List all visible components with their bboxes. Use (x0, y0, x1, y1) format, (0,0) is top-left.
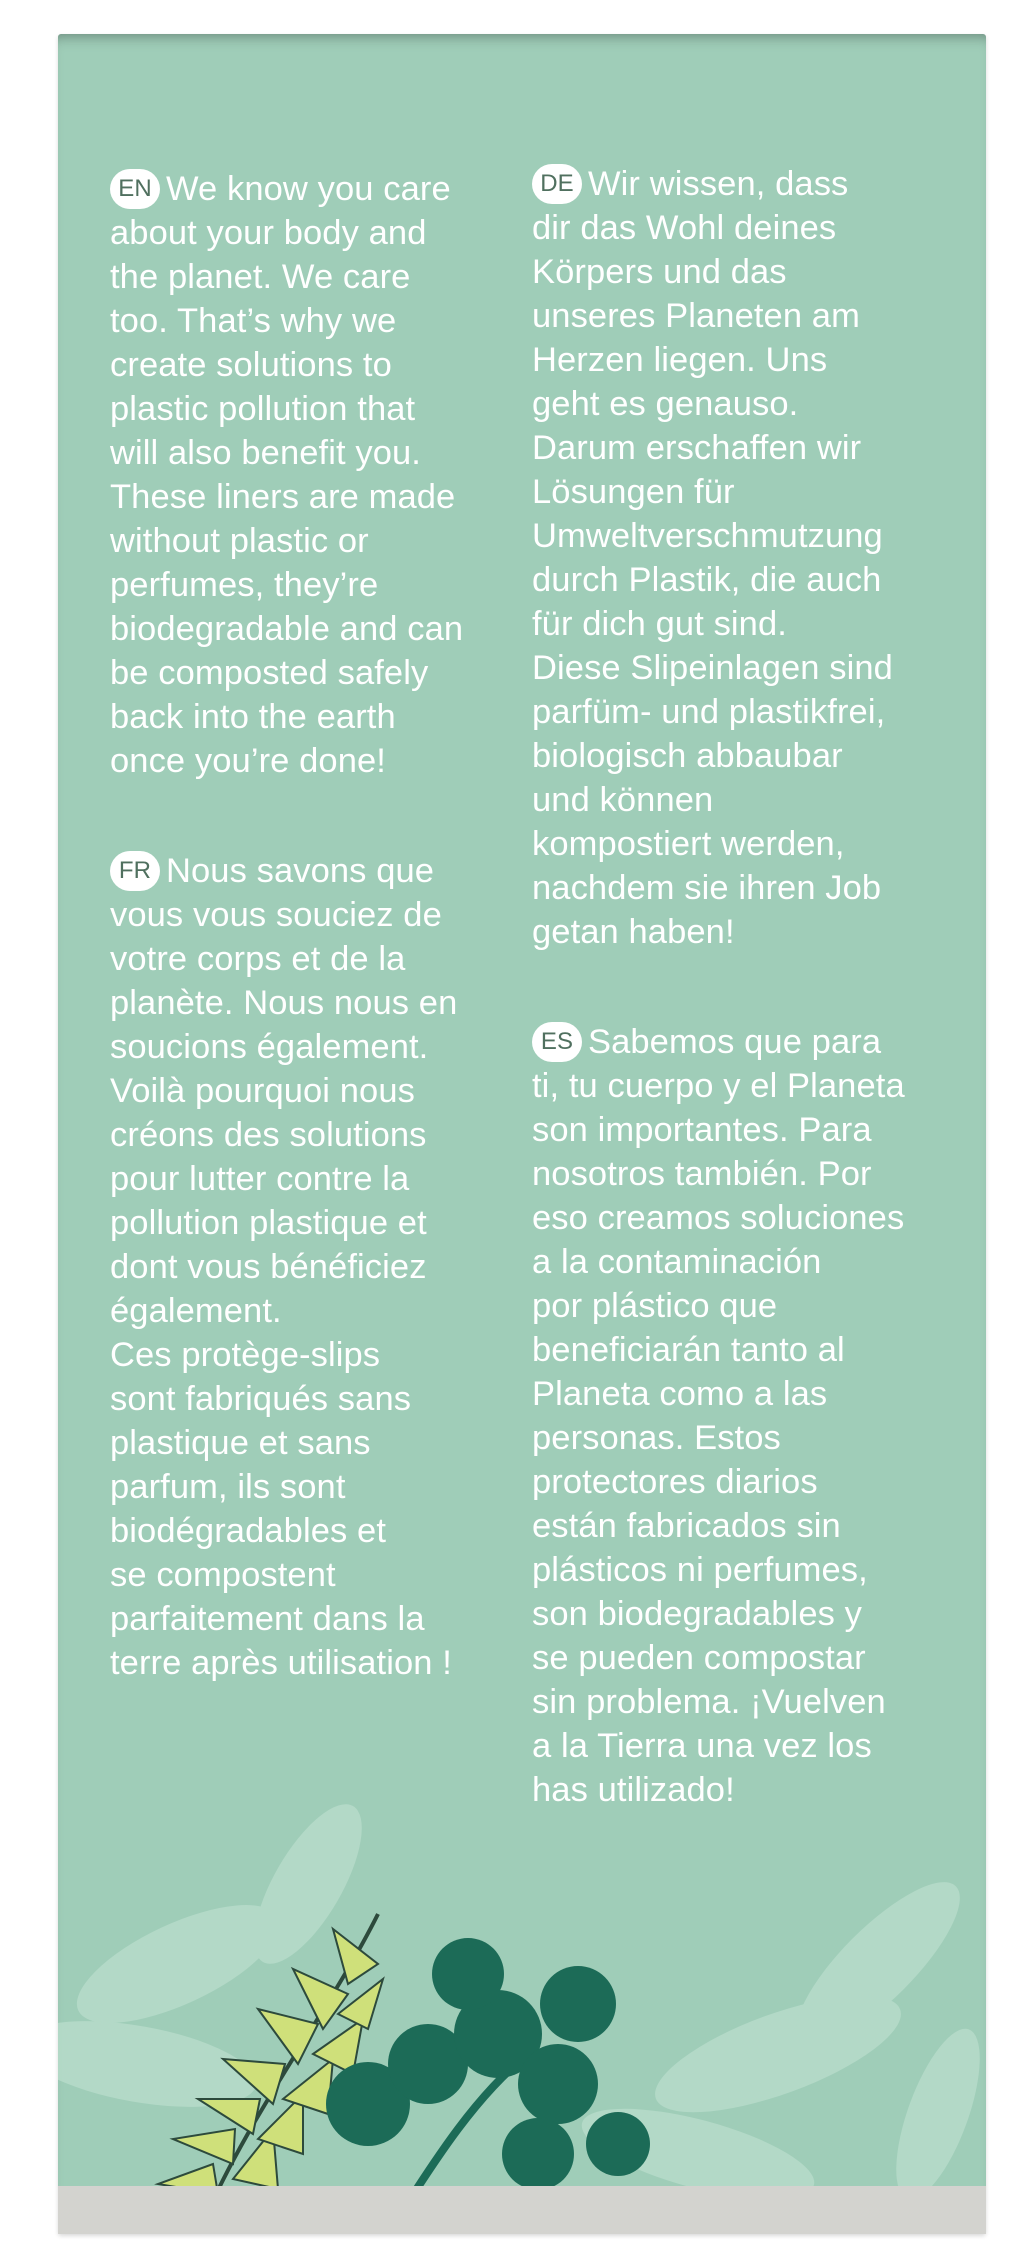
language-badge-fr: FR (110, 851, 160, 891)
section-en-text: We know you care about your body and the planet. We care too. That’s why we create solutions to plastic pollution that will also benefit you. These liners are made without plastic or perfumes, they’re biodegradable and can be composted safely back into the earth once you’re done! (110, 170, 464, 780)
section-en (110, 167, 580, 783)
section-fr (110, 849, 580, 1685)
language-badge-en: EN (110, 169, 160, 209)
right-column (532, 162, 962, 1878)
section-fr-text: Nous savons que vous vous souciez de votre corps et de la planète. Nous nous en soucions également. Voilà pourquoi nous créons des solutions pour lutter contre la pollution plastique et dont vous bénéficiez également. Ces protège-slips sont fabriqués sans plastique et sans parfum, ils sont biodégradables et se compostent parfaitement dans la terre après utilisation ! (110, 852, 458, 1682)
section-es-text: Sabemos que para ti, tu cuerpo y el Planeta son importantes. Para nosotros también. Por eso creamos soluciones a la contaminación por plástico que beneficiarán tanto al Planeta como a las personas. Estos protectores diarios están fabricados sin plásticos ni perfumes, son biodegradables y se pueden compostar sin problema. ¡Vuelven a la Tierra una vez los has utilizado! (532, 1023, 905, 1809)
box-side-panel (58, 34, 986, 2234)
botanical-illustration (58, 1634, 986, 2234)
box-bottom-fold (58, 2186, 986, 2234)
language-badge-de: DE (532, 164, 582, 204)
section-de (532, 162, 962, 954)
left-column (110, 167, 580, 1751)
language-badge-es: ES (532, 1022, 582, 1062)
section-de-text: Wir wissen, dass dir das Wohl deines Körpers und das unseres Planeten am Herzen liegen. Uns geht es genauso. Darum erschaffen wir Lösungen für Umweltverschmutzung durch Plastik, die auch für dich gut sind. Diese Slipeinlagen sind parfüm- und plastikfrei, biologisch abbaubar und können kompostiert werden, nachdem sie ihren Job getan haben! (532, 165, 893, 951)
